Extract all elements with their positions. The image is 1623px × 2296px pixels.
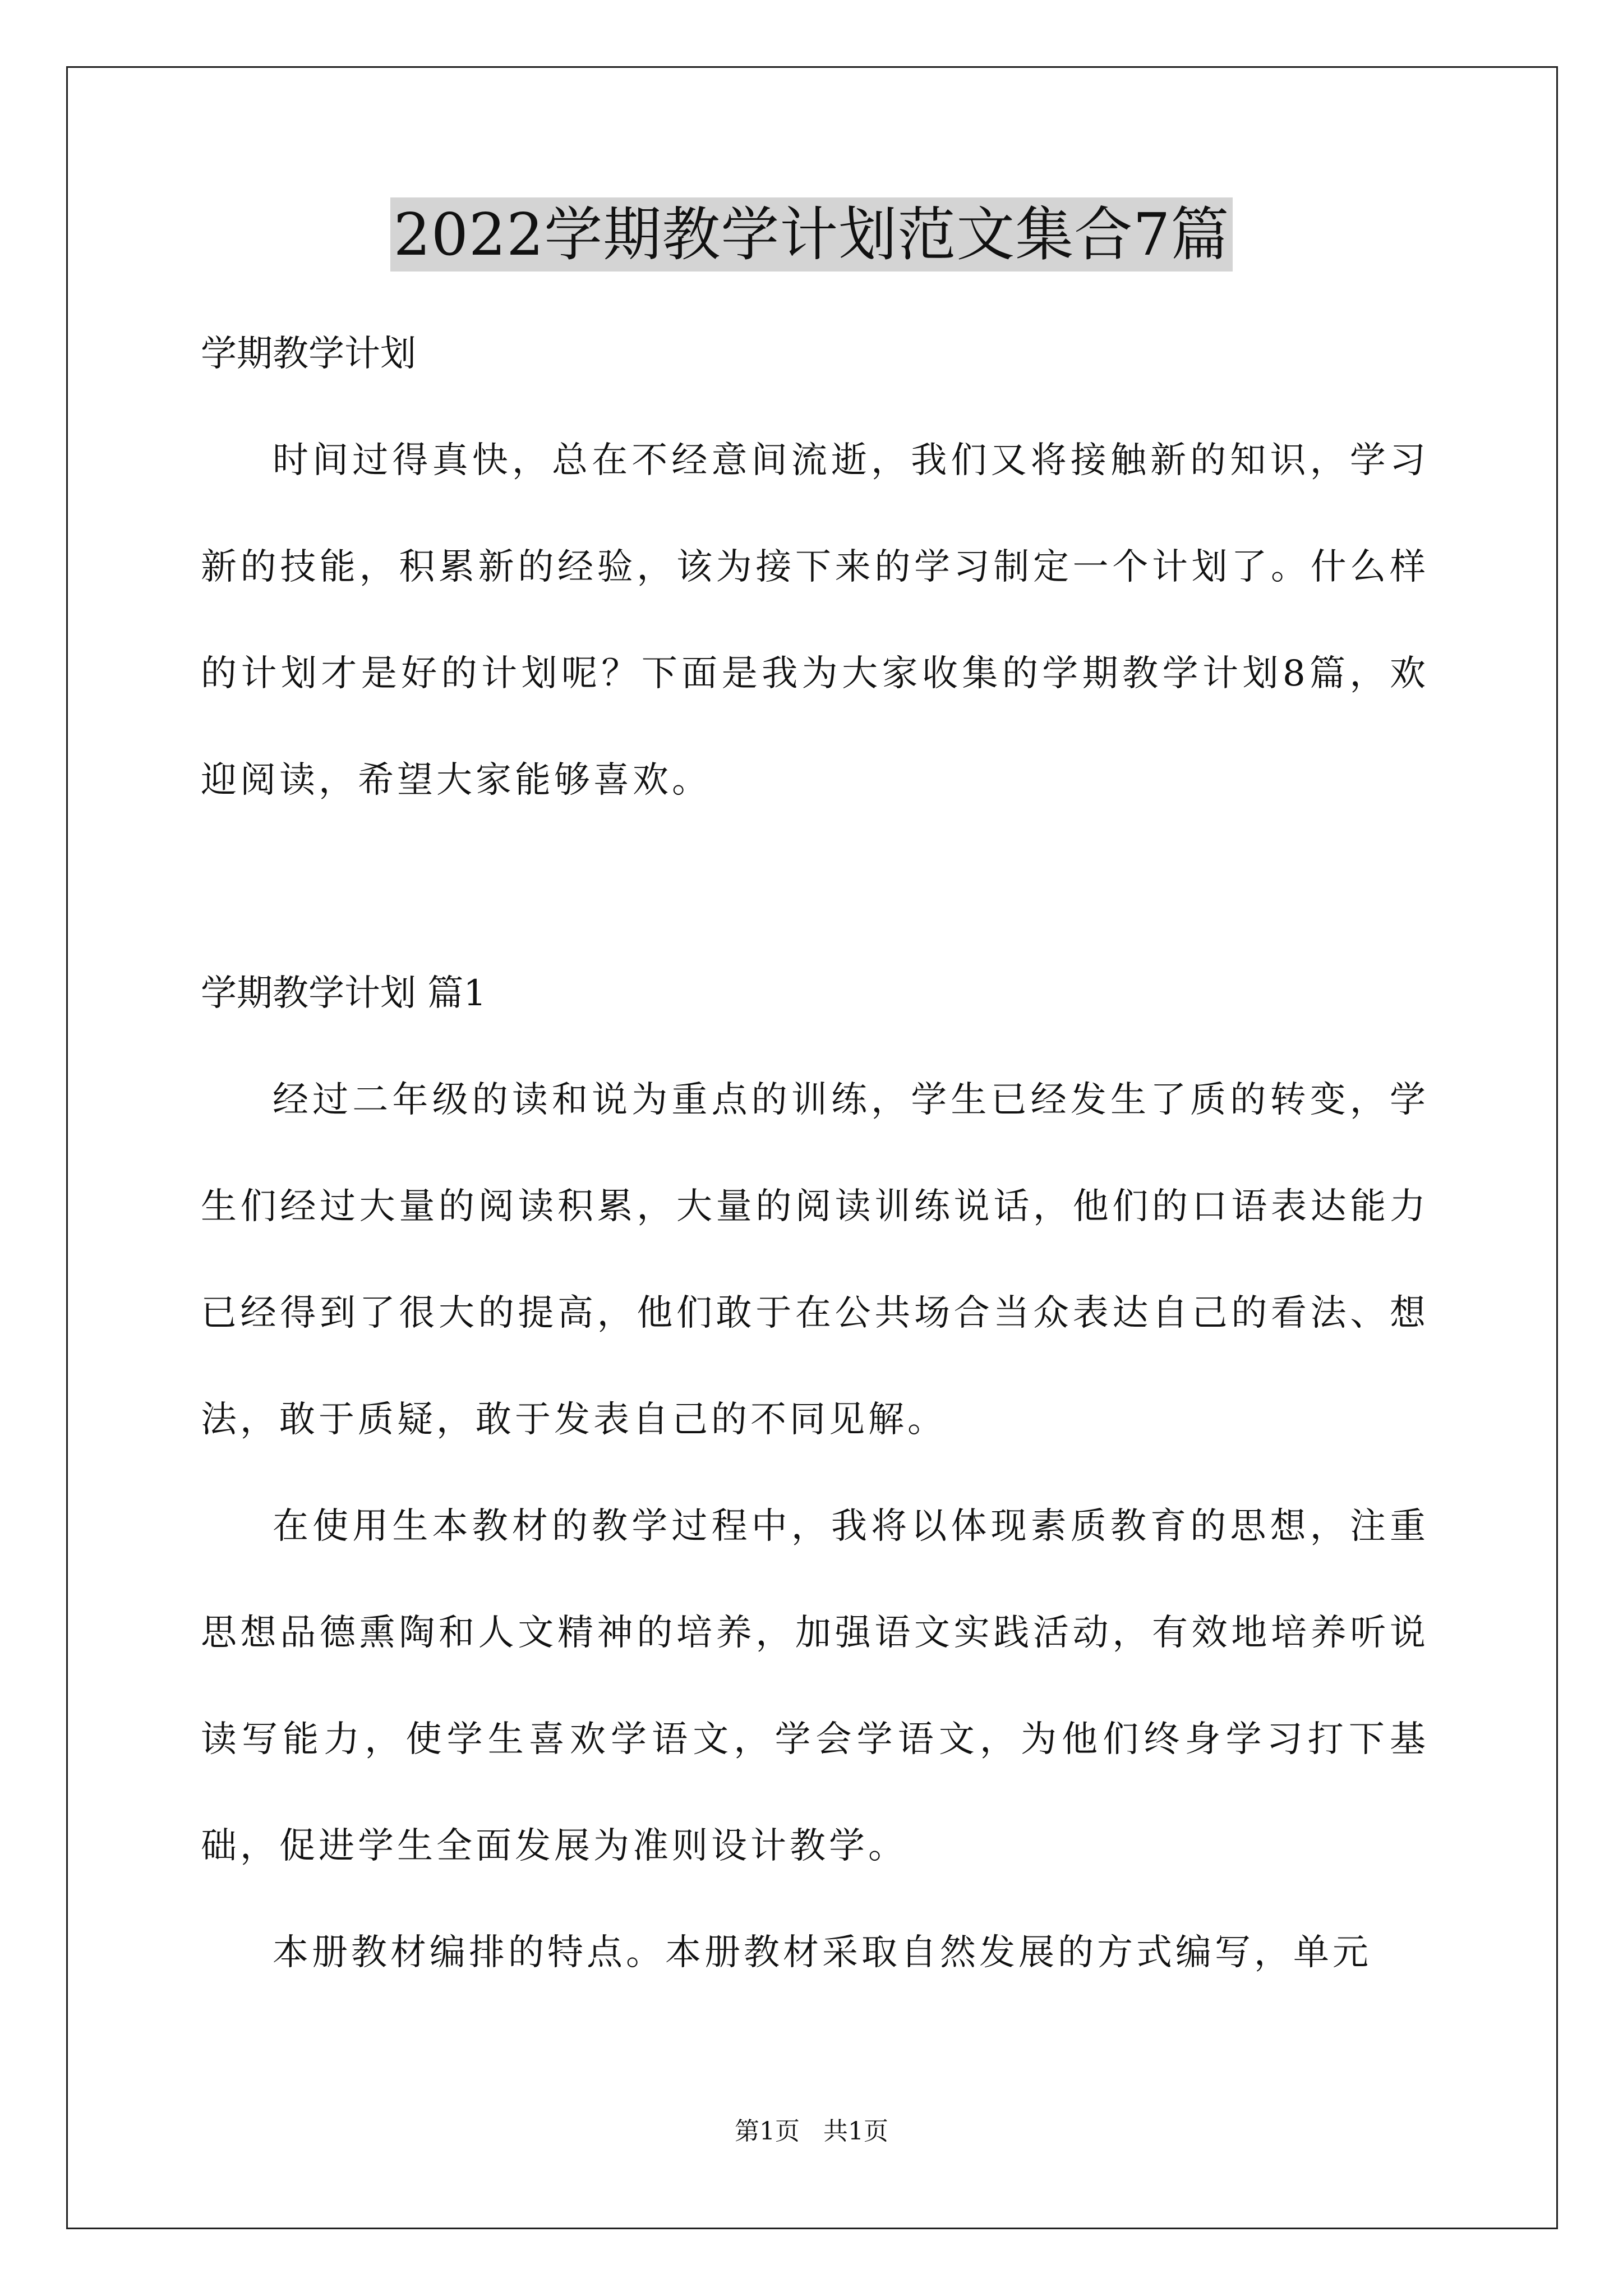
page-footer: 第1页 共1页 xyxy=(735,2117,888,2146)
intro-heading: 学期教学计划 xyxy=(201,333,416,375)
body-paragraph: 在使用生本教材的教学过程中，我将以体现素质教育的思想，注重思想品德熏陶和人文精神的培养，加强语文实践活动，有效地培养听说读写能力，使学生喜欢学语文，学会学语文，为他们终身学习打下基础，促进学生全面发展为准则设计教学。 xyxy=(201,1506,1429,1867)
title-container xyxy=(0,197,1623,272)
body-paragraph: 经过二年级的读和说为重点的训练，学生已经发生了质的转变，学生们经过大量的阅读积累，大量的阅读训练说话，他们的口语表达能力已经得到了很大的提高，他们敢于在公共场合当众表达自己的看法、想法，敢于质疑，敢于发表自己的不同见解。 xyxy=(201,1079,1429,1441)
section-heading: 学期教学计划 篇1 xyxy=(201,973,487,1014)
document-body xyxy=(201,301,1429,2006)
intro-paragraph: 时间过得真快，总在不经意间流逝，我们又将接触新的知识，学习新的技能，积累新的经验，该为接下来的学习制定一个计划了。什么样的计划才是好的计划呢？下面是我为大家收集的学期教学计划8篇，欢迎阅读，希望大家能够喜欢。 xyxy=(201,440,1429,801)
document-title: 2022学期教学计划范文集合7篇 xyxy=(390,197,1233,272)
section-gap xyxy=(201,834,1429,940)
body-paragraph: 本册教材编排的特点。本册教材采取自然发展的方式编写，单元 xyxy=(273,1932,1372,1973)
